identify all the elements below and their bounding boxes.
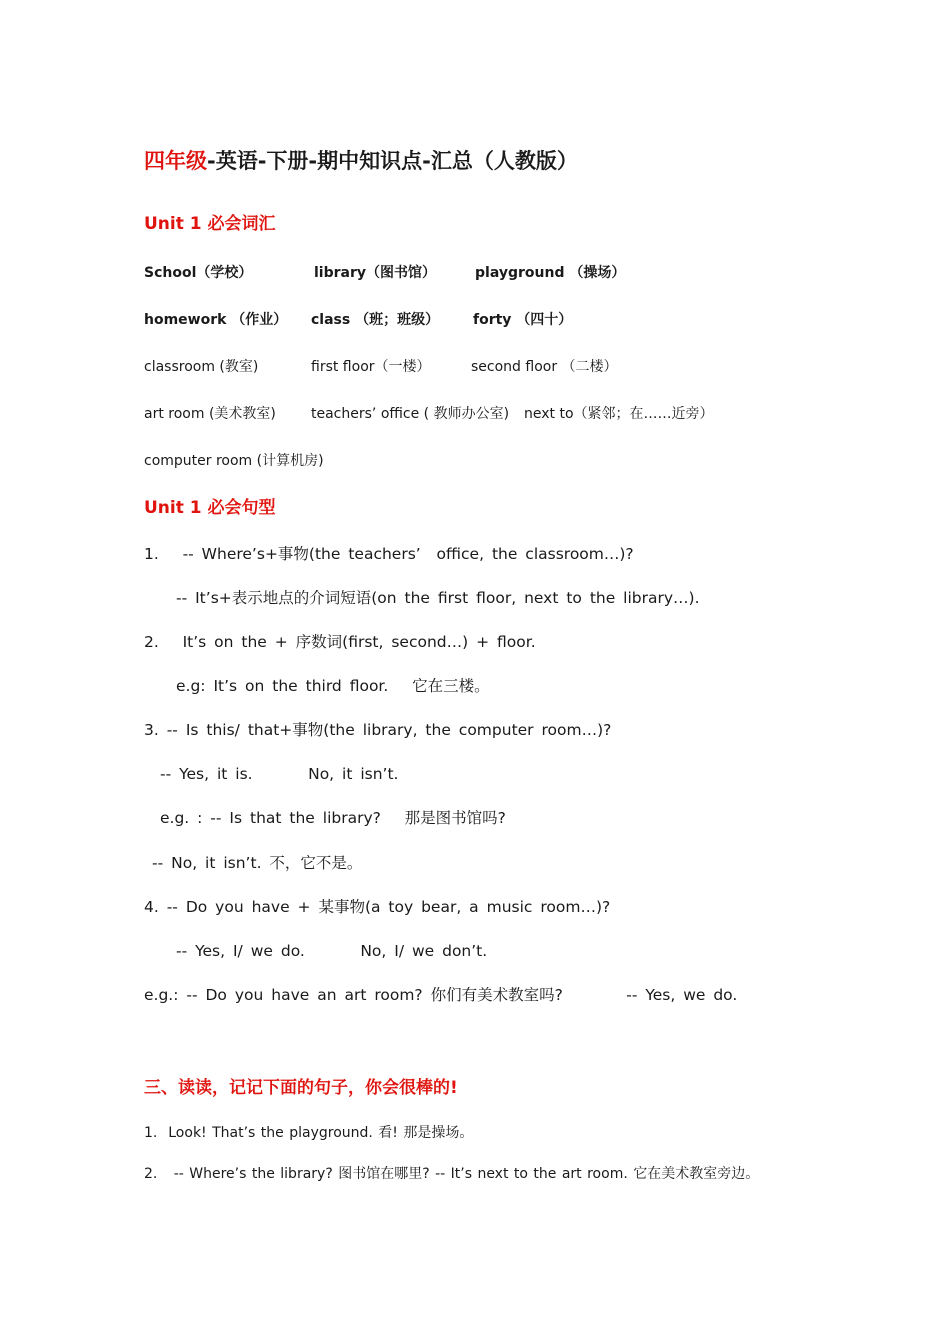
vocab-heading: Unit 1 必会词汇 bbox=[144, 214, 276, 234]
vocab-word: homework （作业） bbox=[144, 312, 288, 328]
sentence-line: -- No, it isn’t. 不，它不是。 bbox=[152, 854, 363, 872]
sentence-line: -- Yes, it is. No, it isn’t. bbox=[160, 765, 399, 783]
sentence-line: -- It’s+表示地点的介词短语(on the first floor, next to the library…). bbox=[176, 589, 700, 607]
vocab-word: computer room (计算机房) bbox=[144, 453, 324, 469]
sentence-line: e.g: It’s on the third floor. 它在三楼。 bbox=[176, 677, 490, 695]
vocab-word: School（学校） bbox=[144, 265, 253, 281]
title-grade: 四年级 bbox=[144, 149, 207, 173]
reading-line: 2. -- Where’s the library? 图书馆在哪里? -- It’s next to the art room. 它在美术教室旁边。 bbox=[144, 1166, 760, 1182]
title-rest: -英语-下册-期中知识点-汇总（人教版） bbox=[207, 149, 578, 173]
sentence-line: 2. It’s on the + 序数词(first, second…) + floor. bbox=[144, 633, 536, 651]
vocab-word: next to（紧邻；在……近旁） bbox=[524, 406, 714, 422]
sentence-line: e.g.: -- Do you have an art room? 你们有美术教室吗? -- Yes, we do. bbox=[144, 986, 738, 1004]
sentence-heading: Unit 1 必会句型 bbox=[144, 498, 276, 518]
sentence-line: 1. -- Where’s+事物(the teachers’ office, the classroom…)? bbox=[144, 545, 634, 563]
vocab-word: teachers’ office ( 教师办公室) bbox=[311, 406, 510, 422]
reading-line: 1. Look! That’s the playground. 看! 那是操场。 bbox=[144, 1125, 474, 1141]
sentence-line: e.g. : -- Is that the library? 那是图书馆吗? bbox=[160, 809, 506, 827]
vocab-word: class （班；班级） bbox=[311, 312, 440, 328]
vocab-word: art room (美术教室) bbox=[144, 406, 276, 422]
sentence-line: 3. -- Is this/ that+事物(the library, the computer room…)? bbox=[144, 721, 612, 739]
vocab-word: first floor（一楼） bbox=[311, 359, 431, 375]
reading-heading: 三、读读，记记下面的句子，你会很棒的! bbox=[144, 1078, 458, 1098]
vocab-word: second floor （二楼） bbox=[471, 359, 618, 375]
vocab-word: library（图书馆） bbox=[314, 265, 437, 281]
vocab-word: forty （四十） bbox=[473, 312, 573, 328]
sentence-line: 4. -- Do you have + 某事物(a toy bear, a music room…)? bbox=[144, 898, 611, 916]
vocab-word: playground （操场） bbox=[475, 265, 626, 281]
page-title bbox=[144, 151, 578, 172]
sentence-line: -- Yes, I/ we do. No, I/ we don’t. bbox=[176, 942, 488, 960]
vocab-word: classroom (教室) bbox=[144, 359, 259, 375]
